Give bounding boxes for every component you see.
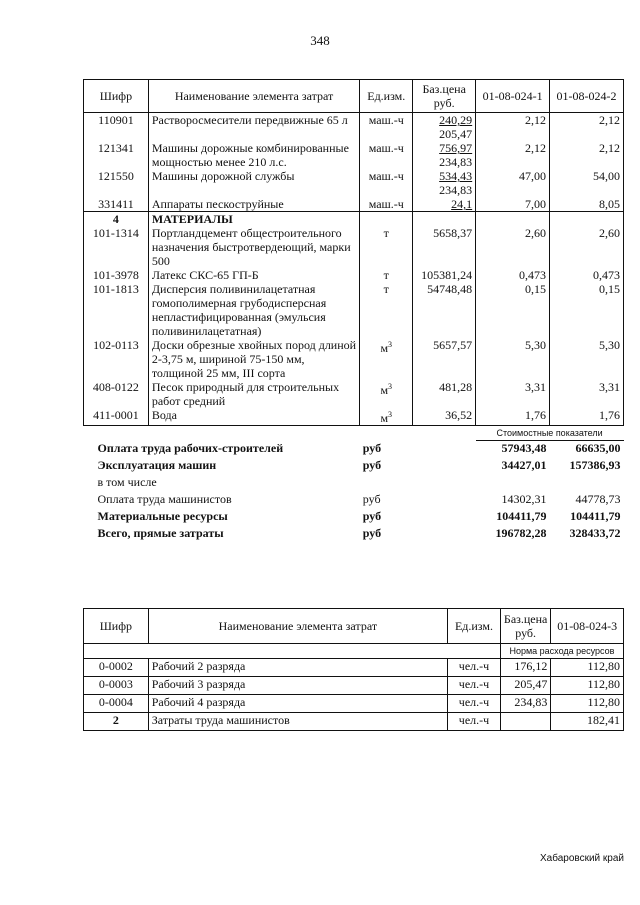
- table-row: [84, 677, 624, 695]
- price-value-secondary: 205,47: [439, 127, 473, 141]
- cost-indicators-row: [84, 426, 624, 441]
- price-cell: 36,52: [413, 408, 476, 426]
- norm-1-cell: 2,12: [476, 141, 550, 169]
- unit-cell: $м^3$: [360, 380, 413, 408]
- summary-value-2: 44778,73: [575, 492, 621, 506]
- summary-value-1: 104411,79: [496, 509, 547, 523]
- col-header-price: Баз.цена руб.: [500, 609, 550, 644]
- code-cell: 411-0001: [84, 408, 149, 426]
- code-cell: 121341: [84, 141, 149, 169]
- price-cell: [500, 713, 550, 731]
- code-cell: 102-0113: [84, 338, 149, 380]
- price-cell: [413, 169, 476, 197]
- table-row: [84, 282, 624, 338]
- norm-1-cell: 5,30: [476, 338, 550, 380]
- col-header-unit: Ед.изм.: [448, 609, 501, 644]
- table-row: [84, 141, 624, 169]
- unit-cell: чел.-ч: [448, 659, 501, 677]
- name-cell: Затраты труда машинистов: [148, 713, 447, 731]
- col-header-norm-1: 01-08-024-1: [476, 80, 550, 113]
- price-cell: 234,83: [500, 695, 550, 713]
- unit-cell: чел.-ч: [448, 713, 501, 731]
- summary-value-1: 14302,31: [501, 492, 547, 506]
- norm-1-cell: 47,00: [476, 169, 550, 197]
- col-header-norm-2: 01-08-024-2: [550, 80, 624, 113]
- table-row: [84, 169, 624, 197]
- name-cell: Аппараты пескоструйные: [148, 197, 359, 212]
- region-footer: Хабаровский край: [539, 853, 624, 864]
- summary-value-2: 104411,79: [570, 509, 621, 523]
- col-header-code: Шифр: [84, 80, 149, 113]
- col-header-unit: Ед.изм.: [360, 80, 413, 113]
- name-cell: Дисперсия поливинилацетатная гомополимерная грубодисперсная непластифицированная (эмульсия поливинилацетатная): [148, 282, 359, 338]
- name-cell: Песок природный для строительных работ средний: [148, 380, 359, 408]
- page-number: 348: [310, 33, 330, 48]
- price-value-secondary: 234,83: [439, 183, 473, 197]
- norm-2-cell: 8,05: [550, 197, 624, 212]
- unit-cell: маш.-ч: [360, 141, 413, 169]
- name-cell: Доски обрезные хвойных пород длиной 2-3,75 м, шириной 75-150 мм, толщиной 25 мм, III сорта: [148, 338, 359, 380]
- col-header-name: Наименование элемента затрат: [148, 609, 447, 644]
- price-cell: [413, 141, 476, 169]
- price-cell: 481,28: [413, 380, 476, 408]
- norm-1-cell: 1,76: [476, 408, 550, 426]
- norm-1-cell: 7,00: [476, 197, 550, 212]
- table-row: [84, 338, 624, 380]
- table-row: [84, 268, 624, 282]
- summary-name: Материальные ресурсы: [97, 509, 228, 523]
- table-row: [84, 695, 624, 713]
- col-header-name: Наименование элемента затрат: [148, 80, 359, 113]
- col-header-code: Шифр: [84, 609, 149, 644]
- norm-label-row: [84, 644, 624, 659]
- summary-unit: руб: [362, 509, 382, 523]
- summary-unit: руб: [362, 440, 382, 455]
- name-cell: Вода: [148, 408, 359, 426]
- unit-cell: маш.-ч: [360, 113, 413, 142]
- code-cell: 101-1314: [84, 226, 149, 268]
- unit-cell: чел.-ч: [448, 677, 501, 695]
- name-cell: Рабочий 2 разряда: [148, 659, 447, 677]
- section-code: 4: [84, 212, 149, 227]
- summary-value-1: 34427,01: [501, 458, 547, 472]
- name-cell: Машины дорожной службы: [148, 169, 359, 197]
- price-cell: 205,47: [500, 677, 550, 695]
- machines-materials-table: [83, 79, 624, 543]
- price-cell: 54748,48: [413, 282, 476, 338]
- code-cell: 408-0122: [84, 380, 149, 408]
- unit-cell: маш.-ч: [360, 169, 413, 197]
- norm-2-cell: 2,12: [550, 113, 624, 142]
- table-row: [84, 197, 624, 212]
- code-cell: 0-0004: [84, 695, 149, 713]
- norm-1-cell: 0,473: [476, 268, 550, 282]
- name-cell: Машины дорожные комбинированные мощностью менее 210 л.с.: [148, 141, 359, 169]
- table-row: [84, 226, 624, 268]
- summary-row: [84, 441, 624, 459]
- norm-cell: 182,41: [551, 713, 624, 731]
- summary-name: Всего, прямые затраты: [97, 526, 224, 540]
- norm-1-cell: 2,60: [476, 226, 550, 268]
- name-cell: Рабочий 4 разряда: [148, 695, 447, 713]
- norm-cell: 112,80: [551, 659, 624, 677]
- code-cell: 121550: [84, 169, 149, 197]
- summary-row: [84, 492, 624, 509]
- table-row: [84, 380, 624, 408]
- price-value: 534,43: [439, 169, 473, 183]
- norm-cell: 112,80: [551, 677, 624, 695]
- code-cell: 110901: [84, 113, 149, 142]
- unit-cell: $м^3$: [360, 408, 413, 426]
- code-cell: 331411: [84, 197, 149, 212]
- code-cell: 0-0002: [84, 659, 149, 677]
- price-cell: 105381,24: [413, 268, 476, 282]
- price-cell: 176,12: [500, 659, 550, 677]
- table-row: [84, 659, 624, 677]
- col-header-norm-3: 01-08-024-3: [551, 609, 624, 644]
- summary-value-2: 157386,93: [569, 458, 621, 472]
- price-value-secondary: 234,83: [439, 155, 473, 169]
- summary-row: [84, 458, 624, 475]
- code-cell: 101-3978: [84, 268, 149, 282]
- norm-2-cell: 0,473: [550, 268, 624, 282]
- code-cell: 101-1813: [84, 282, 149, 338]
- code-cell: 0-0003: [84, 677, 149, 695]
- norm-2-cell: 1,76: [550, 408, 624, 426]
- code-cell: 2: [84, 713, 149, 731]
- table-header-row: [84, 609, 624, 644]
- price-value: 756,97: [439, 141, 473, 155]
- unit-cell: маш.-ч: [360, 197, 413, 212]
- table-row: [84, 113, 624, 142]
- unit-cell: $м^3$: [360, 338, 413, 380]
- cost-indicators-label: Стоимостные показатели: [476, 426, 624, 441]
- name-cell: Рабочий 3 разряда: [148, 677, 447, 695]
- price-value: 240,29: [439, 113, 473, 127]
- labor-table: [83, 608, 624, 731]
- norm-cell: 112,80: [551, 695, 624, 713]
- table-header-row: [84, 80, 624, 113]
- price-cell: 5657,57: [413, 338, 476, 380]
- norm-label: Норма расхода ресурсов: [500, 644, 623, 659]
- summary-value-1: 57943,48: [501, 441, 547, 455]
- norm-1-cell: 0,15: [476, 282, 550, 338]
- summary-unit: руб: [362, 458, 382, 472]
- summary-unit: руб: [362, 526, 382, 540]
- norm-1-cell: 3,31: [476, 380, 550, 408]
- norm-1-cell: 2,12: [476, 113, 550, 142]
- price-cell: 5658,37: [413, 226, 476, 268]
- norm-2-cell: 2,12: [550, 141, 624, 169]
- section-row: [84, 212, 624, 227]
- section-title: МАТЕРИАЛЫ: [148, 212, 359, 227]
- norm-2-cell: 5,30: [550, 338, 624, 380]
- summary-name: Оплата труда рабочих-строителей: [97, 440, 284, 455]
- summary-row: [84, 509, 624, 526]
- norm-2-cell: 54,00: [550, 169, 624, 197]
- norm-2-cell: 0,15: [550, 282, 624, 338]
- summary-name: в том числе: [97, 475, 157, 489]
- name-cell: Латекс СКС-65 ГП-Б: [148, 268, 359, 282]
- norm-2-cell: 3,31: [550, 380, 624, 408]
- norm-2-cell: 2,60: [550, 226, 624, 268]
- summary-value-2: 66635,00: [575, 441, 621, 455]
- price-cell: [413, 197, 476, 212]
- summary-row: [84, 475, 624, 492]
- summary-value-2: 328433,72: [569, 526, 621, 540]
- name-cell: Портландцемент общестроительного назначения быстротвердеющий, марки 500: [148, 226, 359, 268]
- summary-unit: руб: [362, 492, 381, 506]
- summary-row: [84, 526, 624, 543]
- unit-cell: т: [360, 226, 413, 268]
- unit-cell: т: [360, 282, 413, 338]
- summary-value-1: 196782,28: [495, 526, 547, 540]
- summary-name: Оплата труда машинистов: [97, 492, 232, 506]
- name-cell: Растворосмесители передвижные 65 л: [148, 113, 359, 142]
- unit-cell: т: [360, 268, 413, 282]
- price-cell: [413, 113, 476, 142]
- unit-cell: чел.-ч: [448, 695, 501, 713]
- col-header-price: Баз.цена руб.: [413, 80, 476, 113]
- table-row: [84, 713, 624, 731]
- summary-name: Эксплуатация машин: [97, 458, 217, 472]
- price-value: 24,1: [451, 197, 473, 211]
- table-row: [84, 408, 624, 426]
